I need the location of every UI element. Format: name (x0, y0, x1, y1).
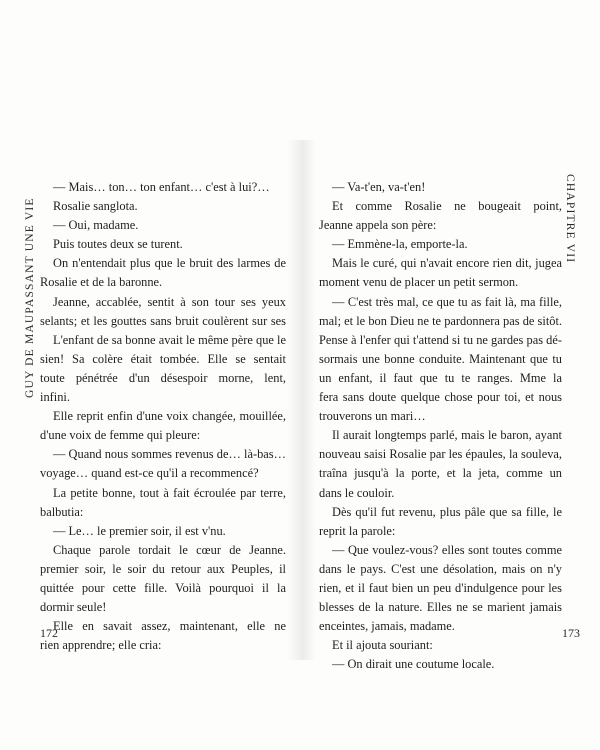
text-line: Il aurait longtemps parlé, mais le baron, ayant (332, 428, 562, 443)
text-line: Et comme Rosalie ne bougeait point, (332, 199, 562, 214)
text-line: dans le pays. C'est une désolation, mais on n'y (319, 561, 562, 576)
text-line: Elle en savait assez, maintenant, elle ne (53, 619, 286, 634)
left-page-text (40, 178, 286, 655)
text-line: fera sans doute quelque chose pour toi, et nous (319, 390, 562, 405)
text-line: Jeanne appela son père: (319, 218, 437, 233)
text-line: balbutia: (40, 504, 84, 519)
text-line: Elle reprit enfin d'une voix changée, mouillée, (53, 409, 286, 424)
text-line: toute pénétrée d'un désespoir morne, lent, (40, 370, 286, 385)
text-line: Mais le curé, qui n'avait encore rien dit, jugea (332, 256, 562, 271)
text-line: voyage… quand est-ce qu'il a recommencé? (40, 466, 259, 481)
text-line: reprit la parole: (319, 523, 396, 538)
text-line: Rosalie sanglota. (53, 199, 138, 214)
text-line: trouverons un mari… (319, 409, 426, 424)
text-line: sormais une bonne conduite. Maintenant que tu (319, 351, 562, 366)
text-line: Dès qu'il fut revenu, plus pâle que sa fille, le (332, 504, 562, 519)
right-page-text (319, 178, 562, 674)
text-line: mal; et le bon Dieu ne te pardonnera pas de sitôt. (319, 313, 562, 328)
text-line: nouveau saisi Rosalie par les épaules, la souleva, (319, 447, 562, 462)
text-line: dormir seule! (40, 600, 107, 615)
text-line: On n'entendait plus que le bruit des larmes de (53, 256, 286, 271)
text-line: — Va-t'en, va-t'en! (332, 180, 426, 194)
running-head-left: GUY DE MAUPASSANT UNE VIE (24, 197, 36, 398)
text-line: — Mais… ton… ton enfant… c'est à lui?… (53, 180, 270, 194)
text-line: blesses de la nature. Elles ne se marient jamais (319, 600, 562, 615)
text-line: L'enfant de sa bonne avait le même père que le (53, 332, 286, 347)
text-line: Puis toutes deux se turent. (53, 237, 183, 252)
book-gutter (286, 140, 316, 660)
text-line: d'une voix de femme qui pleure: (40, 428, 201, 443)
text-line: La petite bonne, tout à fait écroulée par terre, (53, 485, 286, 500)
text-line: un enfant, il faut que tu te ranges. Mme la (319, 370, 562, 385)
text-line: — Le… le premier soir, il est v'nu. (53, 523, 226, 538)
text-line: Rosalie et de la baronne. (40, 275, 163, 290)
text-line: premier soir, le soir du retour aux Peuples, il (40, 561, 286, 576)
text-line: Chaque parole tordait le cœur de Jeanne. (53, 542, 286, 557)
text-line: — C'est très mal, ce que tu as fait là, ma fille, (332, 294, 562, 309)
text-line: infini. (40, 390, 70, 405)
text-line: rien apprendre; elle cria: (40, 638, 162, 653)
text-line: — Emmène-la, emporte-la. (332, 237, 468, 252)
text-line: Et il ajouta souriant: (332, 638, 433, 653)
text-line: — On dirait une coutume locale. (332, 657, 495, 672)
text-line: moment venu de placer un petit sermon. (319, 275, 519, 290)
text-line: rien, et il faut bien un peu d'indulgence pour les (319, 580, 562, 595)
text-line: quittée pour cette fille. Voilà pourquoi il la (40, 580, 286, 595)
page-number-left: 172 (40, 626, 58, 640)
text-line: traîna jusqu'à la porte, et la jeta, comme un (319, 466, 562, 481)
text-line: enceintes, jamais, madame. (319, 619, 455, 634)
page-number-right: 173 (562, 626, 580, 640)
text-line: sien! Sa colère était tombée. Elle se sentait (40, 351, 286, 366)
text-line: Pense à l'enfer qui t'attend si tu ne gardes pas dé- (319, 332, 562, 347)
text-line: — Quand nous sommes revenus de… là-bas… (53, 447, 286, 462)
text-line: — Que voulez-vous? elles sont toutes comme (332, 542, 562, 557)
text-line: dans le couloir. (319, 485, 395, 500)
text-line: — Oui, madame. (53, 218, 139, 233)
text-line: selants; et les gouttes sans bruit coulèrent sur ses (40, 313, 286, 328)
text-line: Jeanne, accablée, sentit à son tour ses yeux (53, 294, 286, 309)
running-head-right: CHAPITRE VII (564, 174, 576, 264)
